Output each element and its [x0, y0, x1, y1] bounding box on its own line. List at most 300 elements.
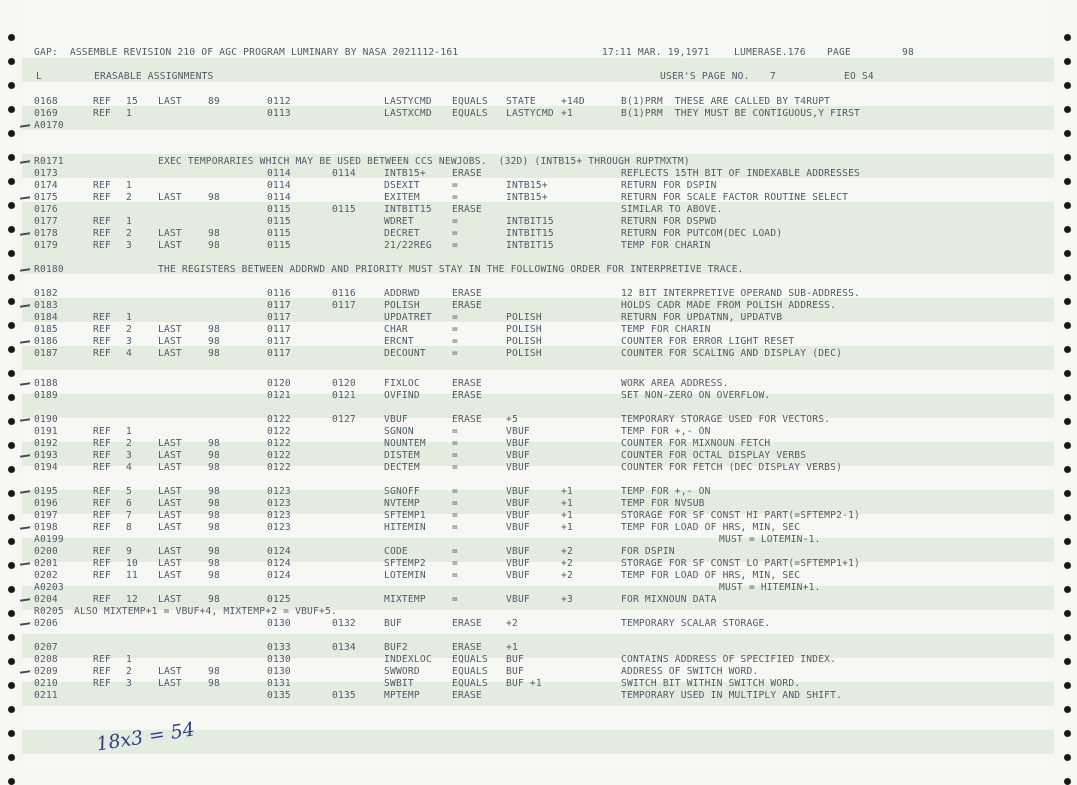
operand: +1	[506, 642, 518, 653]
tractor-feed-hole	[1064, 178, 1071, 185]
modifier: +3	[561, 594, 573, 605]
listing-line	[22, 510, 1054, 522]
last-label: LAST	[158, 498, 182, 509]
line-number: 0196	[34, 498, 58, 509]
ref-count: 2	[126, 192, 132, 203]
ref-label: REF	[93, 240, 111, 251]
comment: TEMP FOR LOAD OF HRS, MIN, SEC	[621, 522, 801, 533]
operand: POLISH	[506, 312, 542, 323]
listing-line	[22, 498, 1054, 510]
address-end: 0120	[332, 378, 356, 389]
change-bar-mark	[20, 340, 30, 343]
comment-continuation: MUST = HITEMIN+1.	[719, 582, 821, 593]
listing-line	[22, 204, 1054, 216]
line-number: 0178	[34, 228, 58, 239]
symbol: LASTXCMD	[384, 108, 432, 119]
tractor-feed-hole	[1064, 634, 1071, 641]
modifier: +1	[561, 498, 573, 509]
comment: CONTAINS ADDRESS OF SPECIFIED INDEX.	[621, 654, 837, 665]
location: 0123	[267, 510, 291, 521]
location: 0114	[267, 168, 291, 179]
address-end: 0121	[332, 390, 356, 401]
operand: VBUF	[506, 450, 530, 461]
line-number: 0190	[34, 414, 58, 425]
location: 0122	[267, 438, 291, 449]
tractor-feed-hole	[8, 250, 15, 257]
ref-count: 3	[126, 678, 132, 689]
tractor-feed-hole	[8, 730, 15, 737]
location: 0121	[267, 390, 291, 401]
line-number: 0176	[34, 204, 58, 215]
line-number: 0208	[34, 654, 58, 665]
tractor-feed-hole	[8, 58, 15, 65]
comment: ADDRESS OF SWITCH WORD.	[621, 666, 759, 677]
operand: INTBIT15	[506, 228, 554, 239]
line-number: 0185	[34, 324, 58, 335]
tractor-feed-hole	[1064, 106, 1071, 113]
comment: RETURN FOR SCALE FACTOR ROUTINE SELECT	[621, 192, 849, 203]
last-page: 98	[208, 510, 220, 521]
opcode: =	[452, 450, 458, 461]
location: 0122	[267, 414, 291, 425]
comment: SET NON-ZERO ON OVERFLOW.	[621, 390, 771, 401]
last-page: 98	[208, 522, 220, 533]
last-label: LAST	[158, 438, 182, 449]
tractor-feed-hole	[8, 706, 15, 713]
line-number: 0211	[34, 690, 58, 701]
opcode: ERASE	[452, 204, 482, 215]
ref-count: 1	[126, 216, 132, 227]
modifier: +1	[561, 108, 573, 119]
ref-count: 3	[126, 240, 132, 251]
opcode: =	[452, 594, 458, 605]
last-label: LAST	[158, 522, 182, 533]
listing-line	[22, 678, 1054, 690]
symbol: SWBIT	[384, 678, 414, 689]
symbol: LASTYCMD	[384, 96, 432, 107]
symbol: BUF	[384, 618, 402, 629]
opcode: =	[452, 324, 458, 335]
listing-line	[22, 654, 1054, 666]
ref-label: REF	[93, 426, 111, 437]
operand: VBUF	[506, 570, 530, 581]
header-page-number: 98	[902, 47, 914, 58]
location: 0122	[267, 426, 291, 437]
last-page: 98	[208, 438, 220, 449]
listing-line	[22, 546, 1054, 558]
opcode: EQUALS	[452, 678, 488, 689]
operand: +5	[506, 414, 518, 425]
location: 0135	[267, 690, 291, 701]
listing-line	[22, 192, 1054, 204]
last-page: 98	[208, 450, 220, 461]
modifier: +1	[561, 510, 573, 521]
listing-line	[22, 168, 1054, 180]
line-number: 0204	[34, 594, 58, 605]
listing-line	[22, 180, 1054, 192]
tractor-feed-hole	[1064, 250, 1071, 257]
comment: TEMPORARY SCALAR STORAGE.	[621, 618, 771, 629]
symbol: SGNOFF	[384, 486, 420, 497]
listing-line	[22, 558, 1054, 570]
address-end: 0134	[332, 642, 356, 653]
listing-line	[22, 462, 1054, 474]
comment: COUNTER FOR MIXNOUN FETCH	[621, 438, 771, 449]
ref-count: 4	[126, 462, 132, 473]
tractor-feed-hole	[8, 394, 15, 401]
ref-count: 9	[126, 546, 132, 557]
tractor-feed-hole	[1064, 154, 1071, 161]
comment: HOLDS CADR MADE FROM POLISH ADDRESS.	[621, 300, 837, 311]
symbol: FIXLOC	[384, 378, 420, 389]
ref-count: 15	[126, 96, 138, 107]
symbol: POLISH	[384, 300, 420, 311]
ref-label: REF	[93, 192, 111, 203]
handwritten-note: 18x3 = 54	[94, 718, 197, 756]
symbol: NOUNTEM	[384, 438, 426, 449]
listing-line	[22, 96, 1054, 108]
location: 0124	[267, 570, 291, 581]
opcode: =	[452, 336, 458, 347]
symbol: BUF2	[384, 642, 408, 653]
comment: TEMP FOR CHARIN	[621, 324, 711, 335]
line-number: 0189	[34, 390, 58, 401]
line-number: 0173	[34, 168, 58, 179]
tractor-feed-hole	[8, 322, 15, 329]
opcode: =	[452, 240, 458, 251]
listing-line	[22, 228, 1054, 240]
location: 0130	[267, 654, 291, 665]
opcode: ERASE	[452, 690, 482, 701]
comment: B(1)PRM THEY MUST BE CONTIGUOUS,Y FIRST	[621, 108, 861, 119]
operand: VBUF	[506, 546, 530, 557]
opcode: =	[452, 570, 458, 581]
last-label: LAST	[158, 462, 182, 473]
line-number: 0210	[34, 678, 58, 689]
symbol: VBUF	[384, 414, 408, 425]
symbol: MPTEMP	[384, 690, 420, 701]
opcode: ERASE	[452, 288, 482, 299]
change-bar-mark	[20, 454, 30, 457]
symbol: DECOUNT	[384, 348, 426, 359]
comment: TEMP FOR CHARIN	[621, 240, 711, 251]
ref-count: 2	[126, 228, 132, 239]
listing-line	[22, 156, 1054, 168]
tractor-feed-hole	[1064, 610, 1071, 617]
last-label: LAST	[158, 336, 182, 347]
ref-count: 11	[126, 570, 138, 581]
opcode: ERASE	[452, 642, 482, 653]
remark-text: THE REGISTERS BETWEEN ADDRWD AND PRIORITY MUST STAY IN THE FOLLOWING ORDER FOR INTERPRETIVE TRACE.	[158, 264, 744, 275]
section-code: L	[36, 71, 42, 82]
last-page: 98	[208, 486, 220, 497]
listing-line	[22, 618, 1054, 630]
operand: BUF	[506, 654, 524, 665]
tractor-feed-hole	[1064, 514, 1071, 521]
comment: WORK AREA ADDRESS.	[621, 378, 729, 389]
opcode: ERASE	[452, 414, 482, 425]
last-label: LAST	[158, 666, 182, 677]
ref-count: 3	[126, 336, 132, 347]
location: 0130	[267, 618, 291, 629]
symbol: 21/22REG	[384, 240, 432, 251]
operand: POLISH	[506, 324, 542, 335]
header-timestamp: 17:11 MAR. 19,1971	[602, 47, 710, 58]
line-number: 0192	[34, 438, 58, 449]
address-end: 0114	[332, 168, 356, 179]
tractor-feed-hole	[1064, 394, 1071, 401]
symbol: INDEXLOC	[384, 654, 432, 665]
location: 0115	[267, 240, 291, 251]
symbol: WDRET	[384, 216, 414, 227]
modifier: +2	[561, 558, 573, 569]
location: 0122	[267, 450, 291, 461]
tractor-feed-hole	[1064, 562, 1071, 569]
line-number: A0203	[34, 582, 64, 593]
ref-count: 2	[126, 438, 132, 449]
ref-label: REF	[93, 228, 111, 239]
ref-label: REF	[93, 438, 111, 449]
tractor-feed-hole	[1064, 82, 1071, 89]
last-label: LAST	[158, 324, 182, 335]
change-bar-mark	[20, 526, 30, 529]
ref-label: REF	[93, 486, 111, 497]
listing-line	[22, 666, 1054, 678]
line-number: 0184	[34, 312, 58, 323]
line-number: 0195	[34, 486, 58, 497]
operand: BUF +1	[506, 678, 542, 689]
last-label: LAST	[158, 510, 182, 521]
last-label: LAST	[158, 486, 182, 497]
opcode: EQUALS	[452, 666, 488, 677]
line-number: 0188	[34, 378, 58, 389]
line-number: 0186	[34, 336, 58, 347]
comment: FOR DSPIN	[621, 546, 675, 557]
listing-line	[22, 594, 1054, 606]
location: 0117	[267, 312, 291, 323]
line-number: A0170	[34, 120, 64, 131]
ref-count: 1	[126, 312, 132, 323]
line-number: 0200	[34, 546, 58, 557]
tractor-feed-hole	[1064, 586, 1071, 593]
comment: COUNTER FOR ERROR LIGHT RESET	[621, 336, 795, 347]
ref-count: 1	[126, 180, 132, 191]
line-number: 0174	[34, 180, 58, 191]
users-page-number: 7	[770, 71, 776, 82]
last-label: LAST	[158, 240, 182, 251]
change-bar-mark	[20, 670, 30, 673]
line-number: R0180	[34, 264, 64, 275]
line-number: 0168	[34, 96, 58, 107]
symbol: ADDRWD	[384, 288, 420, 299]
tractor-feed-hole	[8, 370, 15, 377]
comment: STORAGE FOR SF CONST HI PART(=SFTEMP2-1)	[621, 510, 861, 521]
ref-count: 1	[126, 426, 132, 437]
ref-label: REF	[93, 108, 111, 119]
last-page: 98	[208, 348, 220, 359]
listing-line	[22, 336, 1054, 348]
tractor-feed-hole	[8, 682, 15, 689]
comment: SWITCH BIT WITHIN SWITCH WORD.	[621, 678, 801, 689]
comment: B(1)PRM THESE ARE CALLED BY T4RUPT	[621, 96, 831, 107]
eo-label: EO S4	[844, 71, 874, 82]
tractor-feed-hole	[8, 346, 15, 353]
header-line	[22, 47, 1054, 59]
tractor-feed-hole	[1064, 34, 1071, 41]
ref-label: REF	[93, 654, 111, 665]
location: 0117	[267, 300, 291, 311]
ref-count: 5	[126, 486, 132, 497]
tractor-feed-hole	[8, 610, 15, 617]
line-number: 0183	[34, 300, 58, 311]
symbol: SWWORD	[384, 666, 420, 677]
operand: POLISH	[506, 336, 542, 347]
ref-count: 7	[126, 510, 132, 521]
change-bar-mark	[20, 196, 30, 199]
users-page-label: USER'S PAGE NO.	[660, 71, 750, 82]
operand: VBUF	[506, 438, 530, 449]
last-page: 98	[208, 594, 220, 605]
last-page: 98	[208, 570, 220, 581]
comment: RETURN FOR DSPWD	[621, 216, 717, 227]
last-label: LAST	[158, 96, 182, 107]
location: 0117	[267, 336, 291, 347]
tractor-feed-hole	[1064, 466, 1071, 473]
last-label: LAST	[158, 570, 182, 581]
symbol: EXITEM	[384, 192, 420, 203]
line-number: 0201	[34, 558, 58, 569]
ref-count: 1	[126, 108, 132, 119]
modifier: +2	[561, 546, 573, 557]
line-number: 0177	[34, 216, 58, 227]
last-label: LAST	[158, 546, 182, 557]
tractor-feed-hole	[8, 106, 15, 113]
listing-line	[22, 264, 1054, 276]
location: 0117	[267, 324, 291, 335]
operand: LASTYCMD	[506, 108, 554, 119]
last-page: 98	[208, 666, 220, 677]
line-number: 0207	[34, 642, 58, 653]
section-title: ERASABLE ASSIGNMENTS	[94, 71, 214, 82]
tractor-feed-hole	[1064, 274, 1071, 281]
listing-line	[22, 450, 1054, 462]
operand: +2	[506, 618, 518, 629]
operand: VBUF	[506, 558, 530, 569]
tractor-feed-hole	[8, 538, 15, 545]
line-number: R0205	[34, 606, 64, 617]
last-page: 89	[208, 96, 220, 107]
ref-label: REF	[93, 312, 111, 323]
comment: TEMPORARY STORAGE USED FOR VECTORS.	[621, 414, 831, 425]
last-label: LAST	[158, 228, 182, 239]
tractor-feed-hole	[8, 778, 15, 785]
ref-label: REF	[93, 498, 111, 509]
comment: 12 BIT INTERPRETIVE OPERAND SUB-ADDRESS.	[621, 288, 861, 299]
subheader-line	[22, 71, 1054, 83]
opcode: =	[452, 312, 458, 323]
location: 0131	[267, 678, 291, 689]
opcode: =	[452, 228, 458, 239]
operand: INTBIT15	[506, 216, 554, 227]
last-label: LAST	[158, 678, 182, 689]
last-page: 98	[208, 546, 220, 557]
ref-label: REF	[93, 666, 111, 677]
symbol: DECRET	[384, 228, 420, 239]
symbol: SFTEMP2	[384, 558, 426, 569]
location: 0130	[267, 666, 291, 677]
tractor-feed-hole	[8, 634, 15, 641]
tractor-feed-hole	[1064, 706, 1071, 713]
opcode: =	[452, 522, 458, 533]
opcode: =	[452, 348, 458, 359]
operand: BUF	[506, 666, 524, 677]
tractor-feed-hole	[8, 586, 15, 593]
listing-line	[22, 216, 1054, 228]
ref-label: REF	[93, 570, 111, 581]
listing-line	[22, 522, 1054, 534]
tractor-feed-hole	[1064, 226, 1071, 233]
operand: POLISH	[506, 348, 542, 359]
tractor-feed-hole	[8, 226, 15, 233]
change-bar-mark	[20, 124, 30, 127]
tractor-feed-hole	[1064, 322, 1071, 329]
tractor-feed-hole	[1064, 418, 1071, 425]
symbol: DISTEM	[384, 450, 420, 461]
tractor-feed-hole	[1064, 490, 1071, 497]
ref-count: 3	[126, 450, 132, 461]
change-bar-mark	[20, 622, 30, 625]
address-end: 0115	[332, 204, 356, 215]
listing-line	[22, 378, 1054, 390]
symbol: SFTEMP1	[384, 510, 426, 521]
address-end: 0116	[332, 288, 356, 299]
ref-label: REF	[93, 678, 111, 689]
ref-label: REF	[93, 462, 111, 473]
ref-label: REF	[93, 348, 111, 359]
line-number: 0193	[34, 450, 58, 461]
line-number: 0202	[34, 570, 58, 581]
comment: TEMP FOR +,- ON	[621, 426, 711, 437]
line-number: A0199	[34, 534, 64, 545]
line-number: R0171	[34, 156, 64, 167]
change-bar-mark	[20, 268, 30, 271]
operand: VBUF	[506, 594, 530, 605]
opcode: =	[452, 546, 458, 557]
change-bar-mark	[20, 382, 30, 385]
line-number: 0198	[34, 522, 58, 533]
line-number: 0169	[34, 108, 58, 119]
ref-label: REF	[93, 324, 111, 335]
last-label: LAST	[158, 594, 182, 605]
listing-line	[22, 240, 1054, 252]
tractor-feed-hole	[8, 298, 15, 305]
listing-line	[22, 414, 1054, 426]
comment: RETURN FOR DSPIN	[621, 180, 717, 191]
listing-line	[22, 690, 1054, 702]
tractor-feed-hole	[8, 154, 15, 161]
tractor-feed-hole	[8, 442, 15, 449]
location: 0120	[267, 378, 291, 389]
ref-count: 4	[126, 348, 132, 359]
listing-line	[22, 534, 1054, 546]
comment: COUNTER FOR SCALING AND DISPLAY (DEC)	[621, 348, 843, 359]
last-page: 98	[208, 558, 220, 569]
tractor-feed-hole	[8, 466, 15, 473]
opcode: =	[452, 486, 458, 497]
ref-count: 1	[126, 654, 132, 665]
header-page-label: PAGE	[827, 47, 851, 58]
opcode: =	[452, 192, 458, 203]
